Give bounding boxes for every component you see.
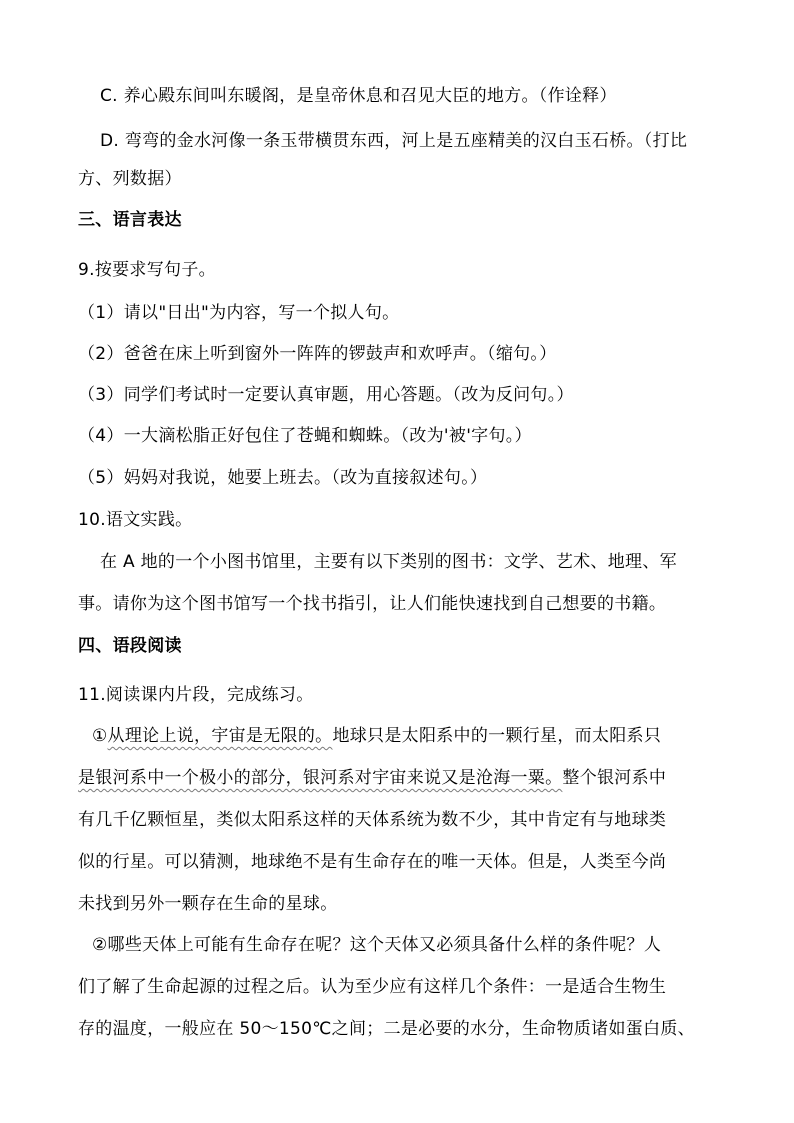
q9-item-1: （1）请以"日出"为内容，写一个拟人句。 [78,303,400,323]
section3-title: 三、语言表达 [78,210,182,230]
q9-item-5: （5）妈妈对我说，她要上班去。（改为直接叙述句。） [78,468,488,488]
q10-line2: 事。请你为这个图书馆写一个找书指引，让人们能快速找到自己想要的书籍。 [78,594,667,614]
p1-line3: 有几千亿颗恒星，类似太阳系这样的天体系统为数不少，其中肯定有与地球类 [78,810,667,830]
p1-line2-rest: 整个银河系中 [562,768,667,788]
p1-line5: 未找到另外一颗存在生命的星球。 [78,894,338,914]
option-d-line1: D. 弯弯的金水河像一条玉带横贯东西，河上是五座精美的汉白玉石桥。（打比 [100,131,688,151]
paragraph-marker-1: ① [92,726,108,746]
q11-title: 11.阅读课内片段，完成练习。 [78,685,314,705]
option-c: C. 养心殿东间叫东暖阁，是皇帝休息和召见大臣的地方。（作诠释） [100,86,617,106]
p1-line4: 似的行星。可以猜测，地球绝不是有生命存在的唯一天体。但是，人类至今尚 [78,852,667,872]
wavy-underlined-sentence-2: 是银河系中一个极小的部分，银河系对宇宙来说又是沧海一粟。 [78,768,563,788]
section4-title: 四、语段阅读 [78,636,182,656]
p1-line1 [92,724,661,748]
q9-item-2: （2）爸爸在床上听到窗外一阵阵的锣鼓声和欢呼声。（缩句。） [78,344,557,364]
p2-line1 [92,933,661,957]
option-d-line2: 方、列数据） [78,169,182,189]
paragraph-marker-2: ② [92,935,108,955]
q10-line1: 在 A 地的一个小图书馆里，主要有以下类别的图书：文学、艺术、地理、军 [100,552,677,572]
q10-title: 10.语文实践。 [78,510,193,530]
q9-item-4: （4）一大滴松脂正好包住了苍蝇和蜘蛛。（改为'被'字句。） [78,426,532,446]
p2-line3: 存的温度，一般应在 50～150℃之间；二是必要的水分，生命物质诸如蛋白质、 [78,1019,695,1039]
p2-line2: 们了解了生命起源的过程之后。认为至少应有这样几个条件：一是适合生物生 [78,977,667,997]
q9-title: 9.按要求写句子。 [78,260,216,280]
p1-line1-rest: 地球只是太阳系中的一颗行星，而太阳系只 [332,726,662,746]
p2-line1-text: 哪些天体上可能有生命存在呢？这个天体又必须具备什么样的条件呢？人 [107,935,662,955]
p1-line2 [78,766,666,790]
wavy-underlined-sentence-1: 从理论上说，宇宙是无限的。 [107,726,333,746]
q9-item-3: （3）同学们考试时一定要认真审题，用心答题。（改为反问句。） [78,385,574,405]
